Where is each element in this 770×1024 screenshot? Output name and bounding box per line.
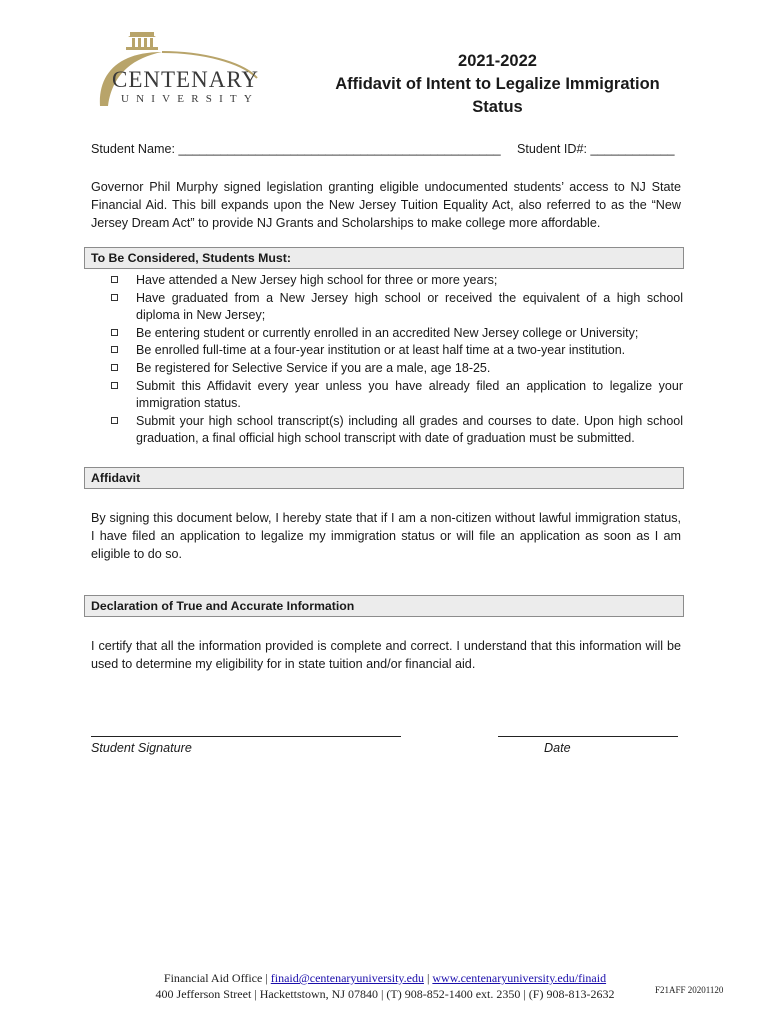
requirements-list bbox=[108, 272, 683, 448]
intro-paragraph: Governor Phil Murphy signed legislation granting eligible undocumented students’ access to NJ State Financial Aid. This bill expands upon the New Jersey Tuition Equality Act, also referred to as the “New Jersey Dream Act” to provide NJ Grants and Scholarships to make college more affordable. bbox=[91, 180, 681, 230]
list-item bbox=[108, 290, 683, 325]
footer-website-link[interactable]: www.centenaryuniversity.edu/finaid bbox=[432, 971, 607, 985]
student-signature-line[interactable] bbox=[91, 736, 401, 737]
affidavit-header: Affidavit bbox=[84, 467, 684, 489]
title-year: 2021-2022 bbox=[458, 52, 537, 70]
title-status: Status bbox=[472, 98, 523, 116]
affidavit-paragraph: By signing this document below, I hereby state that if I am a non-citizen without lawful immigration status, I have filed an application to legalize my immigration status or will file an application as soon as I am eligible to do so. bbox=[91, 511, 681, 561]
requirement-text: Be enrolled full-time at a four-year institution or at least half time at a two-year institution. bbox=[136, 343, 626, 358]
list-item bbox=[108, 272, 683, 290]
requirement-text: Have graduated from a New Jersey high school or received the equivalent of a high school diploma in New Jersey; bbox=[136, 290, 683, 323]
logo-wordmark: CENTENARY bbox=[112, 67, 259, 92]
student-id-field[interactable]: Student ID#: ____________ bbox=[517, 142, 675, 156]
declaration-paragraph: I certify that all the information provided is complete and correct. I understand that this information will be used to determine my eligibility for in state tuition and/or financial aid. bbox=[91, 639, 681, 671]
requirement-text: Have attended a New Jersey high school for three or more years; bbox=[136, 273, 498, 287]
student-signature-label: Student Signature bbox=[91, 741, 192, 755]
checkbox-icon[interactable] bbox=[111, 382, 118, 389]
footer bbox=[120, 970, 650, 1002]
footer-separator: | bbox=[426, 971, 430, 985]
requirement-text: Submit your high school transcript(s) including all grades and courses to date. Upon high school graduation, a final official high school transcript with date of graduation must be submitted. bbox=[136, 413, 683, 446]
list-item bbox=[108, 378, 683, 413]
requirements-header: To Be Considered, Students Must: bbox=[84, 247, 684, 269]
checkbox-icon[interactable] bbox=[111, 364, 118, 371]
date-line[interactable] bbox=[498, 736, 678, 737]
footer-email-link[interactable]: finaid@centenaryuniversity.edu bbox=[270, 971, 424, 985]
checkbox-icon[interactable] bbox=[111, 329, 118, 336]
footer-address: 400 Jefferson Street | Hackettstown, NJ 07840 | (T) 908-852-1400 ext. 2350 | (F) 908-813-2632 bbox=[155, 987, 615, 1001]
checkbox-icon[interactable] bbox=[111, 417, 118, 424]
form-code: F21AFF 20201120 bbox=[655, 985, 724, 995]
list-item bbox=[108, 325, 683, 343]
requirement-text: Submit this Affidavit every year unless you have already filed an application to legalize your immigration status. bbox=[136, 378, 683, 411]
page-title bbox=[300, 50, 695, 119]
date-label: Date bbox=[544, 741, 571, 755]
centenary-logo bbox=[92, 30, 262, 110]
list-item bbox=[108, 360, 683, 378]
footer-office: Financial Aid Office | bbox=[163, 971, 268, 985]
checkbox-icon[interactable] bbox=[111, 346, 118, 353]
checkbox-icon[interactable] bbox=[111, 276, 118, 283]
requirement-text: Be registered for Selective Service if you are a male, age 18-25. bbox=[136, 360, 491, 375]
footer-contact-line bbox=[120, 970, 650, 986]
declaration-header: Declaration of True and Accurate Information bbox=[84, 595, 684, 617]
list-item bbox=[108, 342, 683, 360]
list-item bbox=[108, 413, 683, 448]
requirement-text: Be entering student or currently enrolled in an accredited New Jersey college or University; bbox=[136, 325, 639, 340]
student-name-field[interactable]: Student Name: ______________________________________________ bbox=[91, 142, 501, 156]
logo-subtitle: UNIVERSITY bbox=[121, 93, 259, 105]
checkbox-icon[interactable] bbox=[111, 294, 118, 301]
title-main: Affidavit of Intent to Legalize Immigration bbox=[335, 75, 660, 93]
